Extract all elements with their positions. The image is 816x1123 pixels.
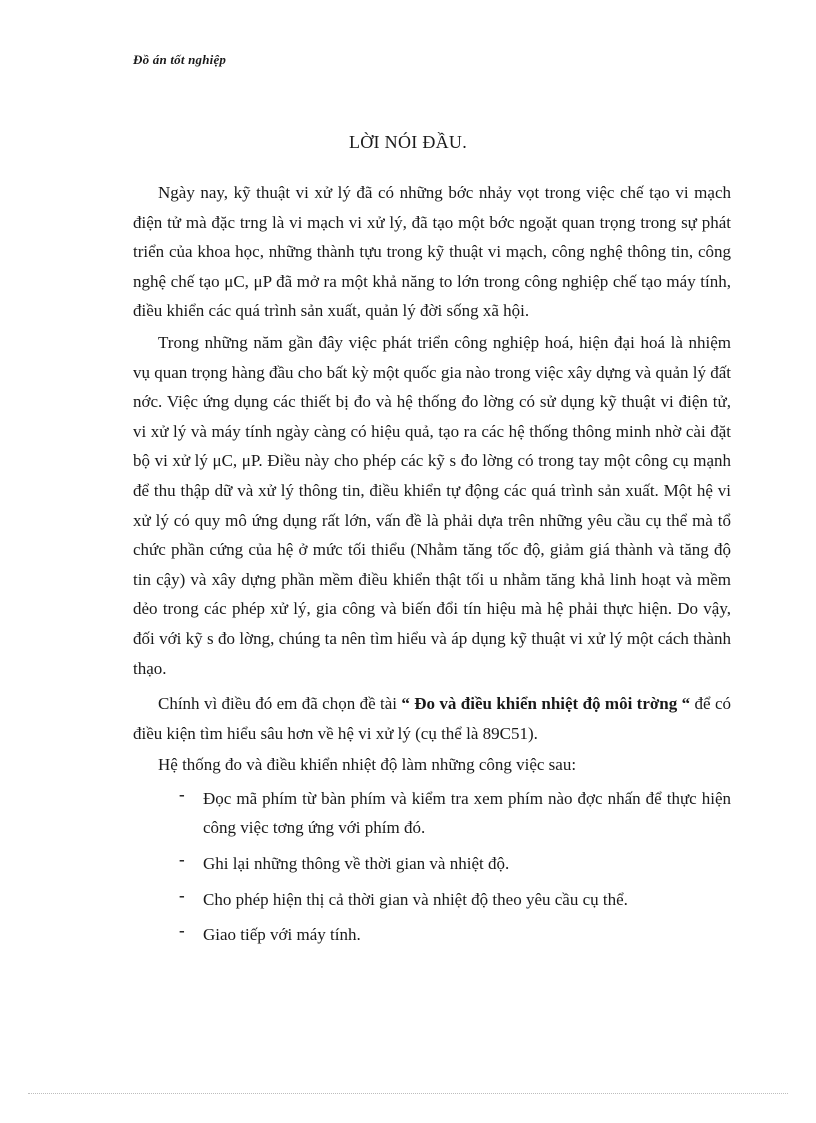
bullet-dash-icon: -	[179, 885, 185, 905]
list-item-text: Giao tiếp với máy tính.	[203, 925, 361, 945]
paragraph-1: Ngày nay, kỹ thuật vi xử lý đã có những bớc nhảy vọt trong việc chế tạo vi mạch điện tử mà đặc trng là vi mạch vi xử lý, đã tạo một bớc ngoặt quan trọng trong sự phát triển của khoa học, những thành tựu trong kỹ thuật vi mạch, công nghệ thông tin, công nghệ chế tạo μC, μP đã mở ra một khả năng to lớn trong công nghiệp chế tạo máy tính, điều khiển các quá trình sản xuất, quản lý đời sống xã hội.	[133, 183, 731, 321]
list-item	[133, 920, 731, 950]
footer-divider	[28, 1093, 788, 1094]
topic-lead-text: Chính vì điều đó em đã chọn đề tài	[158, 694, 402, 714]
bullet-dash-icon: -	[179, 784, 185, 804]
paragraph-2: Trong những năm gần đây việc phát triển công nghiệp hoá, hiện đại hoá là nhiệm vụ quan trọng hàng đầu cho bất kỳ một quốc gia nào trong việc xây dựng và quản lý đất nớc. Việc ứng dụng các thiết bị đo và hệ thống đo lờng có sử dụng kỹ thuật vi điện tử, vi xử lý và máy tính ngày càng có hiệu quả, tạo ra các hệ thống thông minh nhờ cài đặt bộ vi xử lý μC, μP. Điều này cho phép các kỹ s đo lờng có trong tay một công cụ mạnh để thu thập dữ và xử lý thông tin, điều khiển tự động các quá trình sản xuất. Một hệ vi xử lý có quy mô ứng dụng rất lớn, vấn đề là phải dựa trên những yêu cầu cụ thể mà tổ chức phần cứng của hệ ở mức tối thiểu (Nhằm tăng tốc độ, giảm giá thành và tăng độ tin cậy) và xây dựng phần mềm điều khiển thật tối u nhằm tăng khả linh hoạt và mềm dẻo trong các phép xử lý, gia công và biến đổi tín hiệu mà hệ phải thực hiện. Do vậy, đối với kỹ s đo lờng, chúng ta nên tìm hiểu và áp dụng kỹ thuật vi xử lý một cách thành thạo.	[133, 332, 731, 678]
topic-paragraph	[133, 689, 731, 748]
bullet-dash-icon: -	[179, 850, 185, 870]
list-intro: Hệ thống đo và điều khiển nhiệt độ làm những công việc sau:	[158, 755, 577, 775]
list-item-text: Cho phép hiện thị cả thời gian và nhiệt độ theo yêu cầu cụ thể.	[203, 889, 628, 909]
topic-tail-text: để có điều kiện tìm hiểu sâu hơn về hệ vi xử lý (cụ thể là 89C51).	[133, 694, 731, 743]
topic-title: “ Đo và điều khiển nhiệt độ môi trờng “	[401, 694, 691, 714]
list-item	[133, 784, 731, 843]
list-item	[133, 885, 731, 915]
document-body	[133, 178, 731, 956]
list-item	[133, 849, 731, 879]
page-header: Đồ án tốt nghiệp	[133, 52, 227, 67]
list-item-text: Ghi lại những thông về thời gian và nhiệt độ.	[203, 854, 510, 874]
task-list	[133, 784, 731, 950]
bullet-dash-icon: -	[179, 921, 185, 941]
page-title: LỜI NÓI ĐẦU.	[348, 132, 468, 152]
list-item-text: Đọc mã phím từ bàn phím và kiểm tra xem phím nào đợc nhấn để thực hiện công việc tơng ứng với phím đó.	[203, 788, 731, 838]
